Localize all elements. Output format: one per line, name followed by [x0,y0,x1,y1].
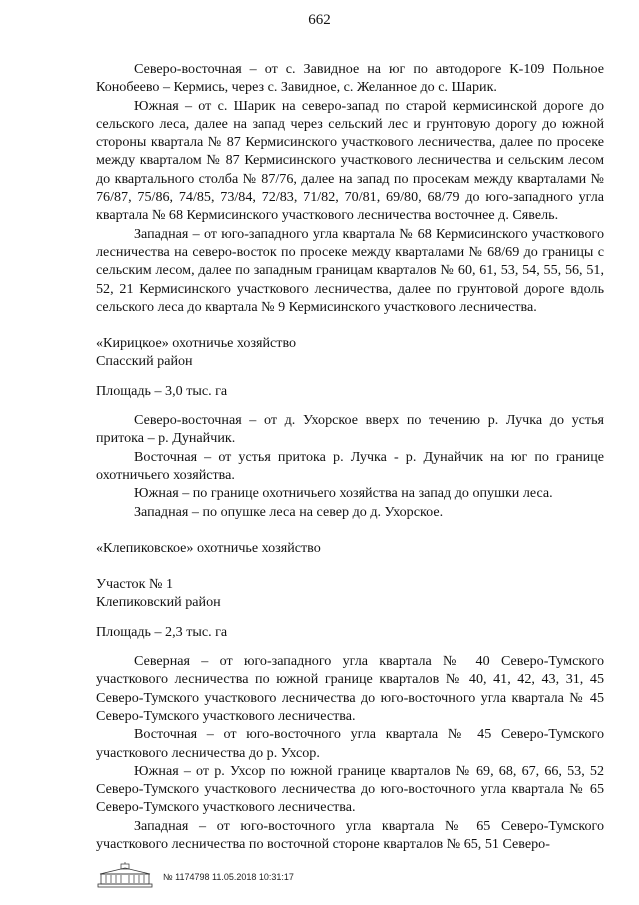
government-building-icon [97,862,153,893]
plot-title: Участок № 1 [96,576,173,593]
paragraph: Западная – по опушке леса на север до д. Ухорское. [134,503,444,520]
paragraph: Восточная – от юго-восточного угла квартала № 45 Северо-Тумского участкового лесничества до р. Ухсор. [96,726,604,761]
paragraph: Восточная – от устья притока р. Лучка - р. Дунайчик на юг по границе охотничьего хозяйства. [96,448,604,483]
area-line: Площадь – 2,3 тыс. га [96,623,228,640]
area-line: Площадь – 3,0 тыс. га [96,382,228,399]
document-body [96,60,604,853]
registration-stamp: № 1174798 11.05.2018 10:31:17 [163,872,294,882]
district-name: Клепиковский район [96,594,221,611]
paragraph: Северо-восточная – от д. Ухорское вверх по течению р. Лучка до устья притока – р. Дунайчик. [96,412,604,447]
page-number: 662 [308,12,331,28]
paragraph: Южная – от с. Шарик на северо-запад по старой кермисинской дороге до сельского леса, далее на запад через сельский лес и грунтовую дорогу до южной стороны квартала № 87 Кермисинского участкового лесничества, далее по просеке между кварталом № 87 Кермисинского участкового лесничества и сельским лесом до квартального столба № 87/76, далее на запад по просекам между кварталами № 76/87, 75/86, 74/85, 73/84, 72/83, 71/82, 70/81, 69/80, 68/79 до юго-западного угла квартала № 68 Кермисинского участкового лесничества восточнее д. Сявель. [96,97,604,224]
district-name: Спасский район [96,353,193,370]
paragraph: Западная – от юго-западного угла квартала № 68 Кермисинского участкового лесничества на северо-восток по просеке между кварталами № 68/69 до границы с сельским лесом, далее по западным границам кварталов № 60, 61, 53, 54, 55, 56, 51, 52, 21 Кермисинского участкового лесничества, далее по грунтовой дороге вдоль сельского леса до квартала № 9 Кермисинского участкового лесничества. [96,225,604,315]
paragraph: Южная – по границе охотничьего хозяйства на запад до опушки леса. [134,485,553,502]
paragraph: Западная – от юго-восточного угла квартала № 65 Северо-Тумского участкового лесничества по восточной стороне кварталов № 65, 51 Северо- [96,817,604,852]
section-title: «Клепиковское» охотничье хозяйство [96,539,321,556]
paragraph: Северная – от юго-западного угла квартала № 40 Северо-Тумского участкового лесничества по южной границе кварталов № 40, 41, 42, 43, 31, 45 Северо-Тумского участкового лесничества до юго-восточного угла квартала № 45 Северо-Тумского участкового лесничества. [96,653,604,724]
paragraph: Северо-восточная – от с. Завидное на юг по автодороге К-109 Польное Конобеево – Кермись, через с. Завидное, с. Желанное до с. Шарик. [96,61,604,96]
document-footer [97,862,497,890]
paragraph: Южная – от р. Ухсор по южной границе кварталов № 69, 68, 67, 66, 53, 52 Северо-Тумского участкового лесничества до юго-восточного угла квартала № 65 Северо-Тумского участкового лесничества. [96,762,604,816]
section-title: «Кирицкое» охотничье хозяйство [96,335,297,352]
